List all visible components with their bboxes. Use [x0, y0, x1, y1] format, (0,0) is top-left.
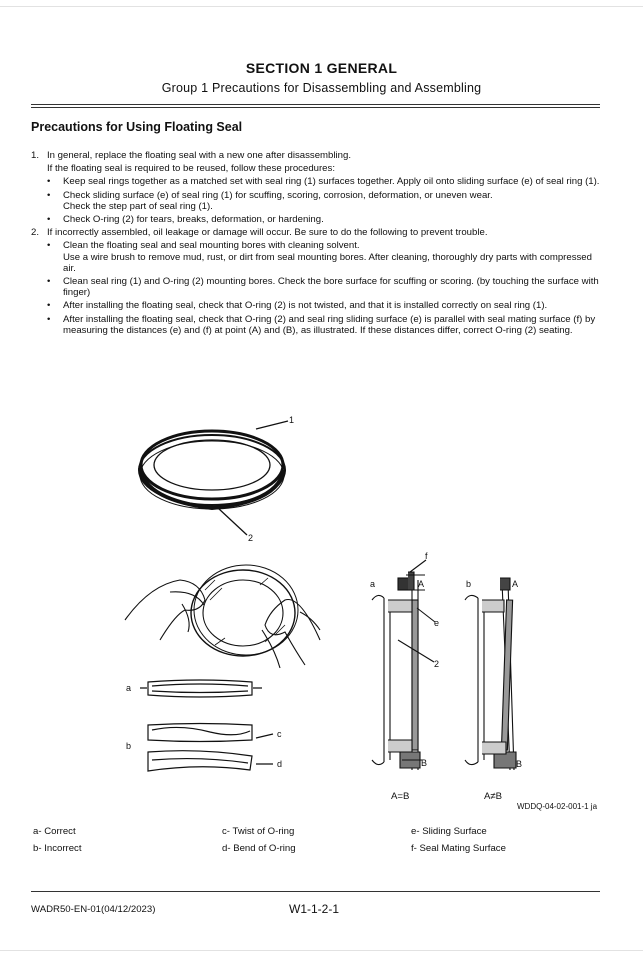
label-point-a-1: A — [418, 579, 425, 589]
label-b-section: b — [466, 579, 472, 589]
page-number: W1-1-2-1 — [289, 902, 340, 916]
bullet-text: Keep seal rings together as a matched set with seal ring (1) surfaces together. Apply oil onto sliding surface (e) of seal ring (1). — [63, 176, 600, 188]
legend-item: d- Bend of O-ring — [222, 843, 296, 854]
figure-code: WDDQ-04-02-001-1 ja — [517, 802, 598, 811]
bullet-text: After installing the floating seal, check that O-ring (2) and seal ring sliding surface (e) is parallel with seal mating surface (f) by measuring the distances (e) and (f) at point (A) and (B), as illustrated. If these distances differ, correct O-ring (2) seating. — [63, 313, 596, 336]
item-text: If incorrectly assembled, oil leakage or damage will occur. Be sure to do the following to prevent trouble. — [47, 227, 488, 239]
item-number: 1. — [31, 150, 40, 161]
label-point-b-2: B — [516, 759, 523, 769]
item-number: 2. — [31, 227, 40, 239]
label-f: f — [425, 551, 428, 561]
page-heading: Precautions for Using Floating Seal — [31, 120, 243, 134]
label-point-b-1: B — [421, 758, 428, 768]
bullet-icon: • — [47, 276, 51, 288]
label-b-left: b — [126, 741, 132, 751]
bullet-icon: • — [47, 300, 51, 312]
bullet-icon: • — [47, 240, 51, 252]
item-text: In general, replace the floating seal with a new one after disassembling. — [47, 150, 351, 161]
bullet-icon: • — [47, 176, 51, 188]
label-a-equals-b: A=B — [391, 791, 410, 802]
hands-drawing — [125, 565, 320, 668]
oring-cross-sections — [140, 680, 273, 771]
bullet-icon: • — [47, 313, 51, 325]
bullet-text: Check sliding surface (e) of seal ring (1) for scuffing, scoring, corrosion, deformation, or uneven wear. Check the step part of seal ring (1). — [63, 189, 493, 212]
label-c: c — [277, 729, 282, 739]
group-title: Group 1 Precautions for Disassembling and Assembling — [161, 81, 482, 95]
label-a-left: a — [126, 683, 132, 693]
bottom-border — [0, 950, 643, 951]
callout-2: 2 — [248, 533, 254, 543]
bullet-text: Clean seal ring (1) and O-ring (2) mounting bores. Check the bore surface for scuffing or scoring. (by touching the surface with finger) — [63, 276, 599, 299]
section-view-equal — [372, 560, 435, 770]
label-d: d — [277, 759, 283, 769]
legend-item: a- Correct — [33, 826, 76, 837]
legend-item: c- Twist of O-ring — [222, 826, 295, 837]
bullet-text: Check O-ring (2) for tears, breaks, deformation, or hardening. — [63, 214, 324, 226]
section-view-unequal — [465, 578, 519, 770]
seal-ring-drawing — [139, 421, 288, 535]
document-code: WADR50-EN-01(04/12/2023) — [31, 904, 156, 915]
footer-rule — [31, 891, 600, 892]
bullet-text: After installing the floating seal, check that O-ring (2) is not twisted, and that it is installed correctly on seal ring (1). — [63, 300, 548, 312]
bullet-icon: • — [47, 189, 51, 201]
label-a-not-equals-b: A≠B — [484, 791, 503, 802]
legend-item: b- Incorrect — [33, 843, 82, 854]
label-a-section: a — [370, 579, 376, 589]
legend-item: e- Sliding Surface — [411, 826, 487, 837]
item-subtext: If the floating seal is required to be reused, follow these procedures: — [47, 163, 335, 175]
bullet-text: Clean the floating seal and seal mounting bores with cleaning solvent. Use a wire brush to remove mud, rust, or dirt from seal mounting bores. After cleaning, thoroughly dry parts with compressed air. — [63, 240, 592, 274]
callout-1: 1 — [289, 415, 295, 425]
label-2-section: 2 — [434, 659, 440, 669]
label-point-a-2: A — [512, 579, 519, 589]
section-title: SECTION 1 GENERAL — [245, 60, 398, 76]
legend-item: f- Seal Mating Surface — [411, 843, 506, 854]
bullet-icon: • — [47, 214, 51, 226]
label-e: e — [434, 618, 440, 628]
